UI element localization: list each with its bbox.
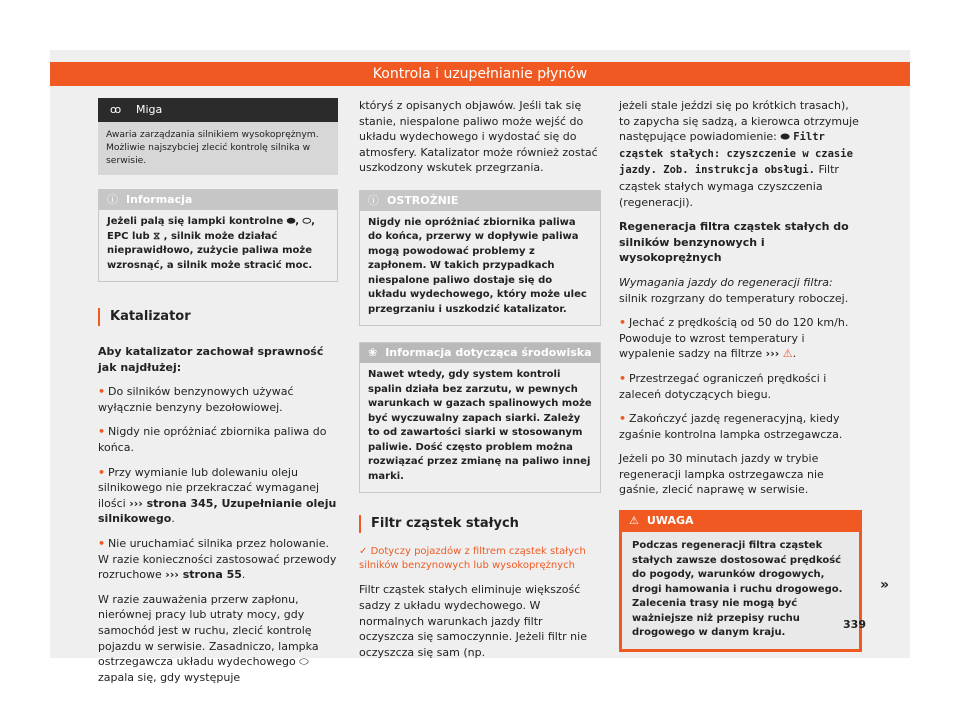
info-title: Informacja <box>126 193 193 206</box>
environment-header <box>360 343 600 363</box>
manual-page <box>50 50 910 684</box>
applies-note: ✓ Dotyczy pojazdów z filtrem cząstek stałych silników benzynowych lub wysokoprężnych <box>359 546 586 572</box>
bullet-mark: • <box>98 385 106 399</box>
caution-title: OSTROŻNIE <box>387 193 459 207</box>
check-icon: ✓ <box>359 546 371 558</box>
display-message: Filtr cząstek stałych: czyszczenie w czasie jazdy. Zob. instrukcja obsługi. <box>619 131 853 177</box>
environment-title: Informacja dotycząca środowiska <box>385 346 592 360</box>
column-1 <box>98 98 338 694</box>
caution-text: Nigdy nie opróżniać zbiornika paliwa do końca, przerwy w dopływie paliwa mogą powodować problemy z zapłonem. W takich przypadkach niespalone paliwo dostaje się do układu wydechowego, który może ulec przegrzaniu i uszkodzić katalizator. <box>368 216 587 315</box>
warning-triangle-icon: ⚠ <box>782 347 793 361</box>
environment-icon: ❀ <box>368 346 378 360</box>
caution-header <box>360 191 600 211</box>
caution-box <box>359 190 601 327</box>
page-link[interactable]: ››› strona 345, Uzupełnianie oleju silnikowego <box>98 496 337 526</box>
column-3 <box>619 98 862 666</box>
list-item: • Przy wymianie lub dolewaniu oleju silnikowego nie przekraczać wymaganej ilości ››› strona 345, Uzupełnianie oleju silnikowego. <box>98 465 337 526</box>
paragraph: Jeżeli po 30 minutach jazdy w trybie regeneracji lampka ostrzegawcza nie gaśnie, zlecić naprawę w serwisie. <box>619 452 824 497</box>
warning-header <box>619 510 862 532</box>
caution-icon: ⓘ <box>368 193 379 207</box>
page-header: Kontrola i uzupełnianie płynów <box>50 62 910 86</box>
bullet-mark: • <box>98 465 106 479</box>
page-link[interactable]: ››› <box>765 347 780 361</box>
page-link[interactable]: ››› strona 55 <box>165 568 242 582</box>
warning-lamp-icon: ⬬ <box>780 130 790 144</box>
paragraph: W razie zauważenia przerw zapłonu, nierównej pracy lub utraty mocy, gdy samochód jest w ruchu, zlecić kontrolę pojazdu w serwisie. Zasadniczo, lampka ostrzegawcza układu wydechowego ⬭ zapala się, gdy występuje <box>98 592 319 684</box>
glow-plug-icon: ꝏ <box>110 103 122 116</box>
environment-box <box>359 342 601 493</box>
bullet-mark: • <box>98 536 106 550</box>
continue-marker: » <box>880 577 890 593</box>
bullet-mark: • <box>619 412 627 426</box>
indicator-bar <box>98 98 338 122</box>
list-item: • Jechać z prędkością od 50 do 120 km/h. Powoduje to wzrost temperatury i wypalenie sadzy na filtrze ››› ⚠. <box>619 316 849 361</box>
warning-triangle-icon: ⚠ <box>629 514 639 528</box>
info-icon: ⓘ <box>107 193 118 206</box>
paragraph: Filtr cząstek stałych eliminuje większość sadzy z układu wydechowego. W normalnych warunkach jazdy filtr oczyszcza się samoczynnie. Jeżeli filtr nie oczyszcza się sam (np. <box>359 583 587 659</box>
bullet-mark: • <box>98 425 106 439</box>
list-item: • Nie uruchamiać silnika przez holowanie. W razie konieczności zastosować przewody rozruchowe ››› strona 55. <box>98 536 337 582</box>
bullet-mark: • <box>619 371 627 385</box>
list-item: • Do silników benzynowych używać wyłącznie benzyny bezołowiowej. <box>98 385 294 414</box>
catalyst-intro: Aby katalizator zachował sprawność jak najdłużej: <box>98 345 324 374</box>
info-box <box>98 189 338 282</box>
paragraph: Wymagania jazdy do regeneracji filtra: silnik rozgrzany do temperatury roboczej. <box>619 275 849 305</box>
info-header <box>99 190 337 210</box>
list-item: • Nigdy nie opróżniać zbiornika paliwa do końca. <box>98 425 327 454</box>
section-title-catalyst: Katalizator <box>98 308 338 326</box>
environment-text: Nawet wtedy, gdy system kontroli spalin działa bez zarzutu, w pewnych warunkach w gazach spalinowych może być wyczuwalny zapach siarki. Zależy to od zawartości siarki w stosowanym paliwie. Dość często problem można rozwiązać przez zmianę na paliwo innej marki. <box>368 369 592 482</box>
page-number: 339 <box>843 618 866 631</box>
section-title-particulate-filter: Filtr cząstek stałych <box>359 515 601 533</box>
indicator-description: Awaria zarządzania silnikiem wysokoprężnym. Możliwie najszybciej zlecić kontrolę silnika w serwisie. <box>98 122 338 175</box>
subheading: Regeneracja filtra cząstek stałych do silników benzynowych i wysokoprężnych <box>619 220 849 265</box>
info-text: Jeżeli palą się lampki kontrolne ⬬, ⬭, EPC lub ⧖ , silnik może działać nieprawidłowo, zużycie paliwa może wzrosnąć, a silnik może stracić moc. <box>107 216 315 271</box>
list-item: • Przestrzegać ograniczeń prędkości i zaleceń dotyczących biegu. <box>619 371 827 401</box>
indicator-title: Miga <box>136 103 163 116</box>
column-2 <box>359 98 601 669</box>
warning-box <box>619 510 862 652</box>
bullet-mark: • <box>619 316 627 330</box>
warning-title: UWAGA <box>646 514 694 528</box>
paragraph: jeżeli stale jeździ się po krótkich trasach), to zapycha się sadzą, a kierowca otrzymuje następujące powiadomienie: ⬬ Filtr cząstek stałych: czyszczenie w czasie jazdy. Zob. instrukcja obsługi. Filtr cząstek stałych wymaga czyszczenia (regeneracji). <box>619 99 859 209</box>
paragraph: któryś z opisanych objawów. Jeśli tak się stanie, niespalone paliwo może wejść do układu wydechowego i wydostać się do atmosfery. Katalizator może również zostać uszkodzony wskutek przegrzania. <box>359 99 598 175</box>
warning-text: Podczas regeneracji filtra cząstek stałych zawsze dostosować prędkość do pogody, warunków drogowych, drogi hamowania i ruchu drogowego. Zalecenia trasy nie mogą być ważniejsze niż przepisy ruchu drogowego w danym kraju. <box>619 532 862 652</box>
list-item: • Zakończyć jazdę regeneracyjną, kiedy zgaśnie kontrolna lampka ostrzegawcza. <box>619 412 843 441</box>
